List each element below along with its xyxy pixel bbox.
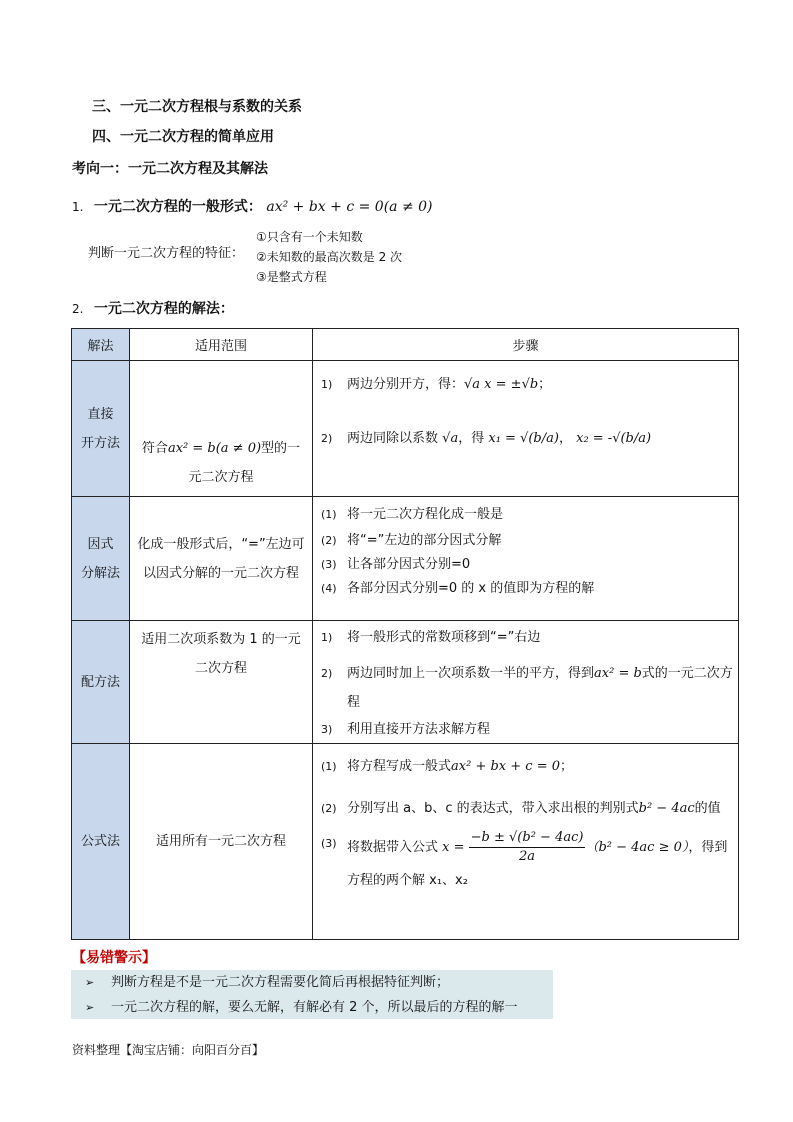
step-number: 2) — [321, 432, 333, 445]
step-item — [313, 554, 738, 576]
formula-lhs: x = — [442, 840, 465, 855]
scope-formula: ax² = b(a ≠ 0) — [167, 441, 262, 456]
step-number: (1) — [321, 508, 337, 521]
method-cell — [72, 744, 130, 940]
steps-cell — [313, 744, 739, 940]
features-list — [256, 227, 402, 287]
step-text: 两边分别开方，得： — [347, 377, 465, 392]
header-steps: 步骤 — [313, 329, 739, 361]
warning-item — [71, 970, 553, 995]
scope-cell — [130, 497, 313, 621]
method-name: 开方法 — [80, 435, 120, 451]
general-form-title: 一元二次方程的一般形式： — [93, 199, 262, 215]
warning-item — [71, 995, 553, 1020]
quadratic-formula-fraction — [469, 829, 586, 866]
feature-item: ①只含有一个未知数 — [256, 230, 363, 244]
step-item — [313, 502, 738, 528]
step-formula: ax² = b — [594, 666, 642, 681]
header-scope: 适用范围 — [130, 329, 313, 361]
step-text: 两边同时加上一次项系数一半的平方，得到 — [347, 666, 595, 681]
formula-numerator: −b ± √(b² − 4ac) — [469, 829, 586, 848]
step-number: 1) — [321, 631, 333, 644]
direction-1-heading: 考向一：一元二次方程及其解法 — [72, 161, 268, 177]
step-item — [313, 659, 738, 717]
step-text: 将数据带入公式 — [347, 840, 439, 855]
step-formula: b² − 4ac — [638, 801, 695, 816]
warning-text: 一元二次方程的解，要么无解，有解必有 2 个，所以最后的方程的解一 — [111, 1000, 518, 1015]
features-label: 判断一元二次方程的特征： — [88, 246, 245, 261]
step-formula: ax² + bx + c = 0 — [451, 759, 560, 774]
step-text: 将方程写成一般式 — [347, 759, 452, 774]
table-header-row — [72, 329, 739, 361]
scope-text: 型的一元二次方程 — [188, 441, 301, 485]
step-text: ， — [558, 431, 572, 446]
step-text: 将“=”左边的部分因式分解 — [347, 533, 502, 548]
step-number: (1) — [321, 760, 337, 773]
step-text: 分别写出 a、b、c 的表达式，带入求出根的判别式 — [347, 801, 639, 816]
step-text: 将一元二次方程化成一般是 — [347, 507, 504, 522]
step-number: (4) — [321, 582, 337, 595]
methods-table — [71, 328, 739, 940]
arrow-bullet-icon: ➢ — [85, 1001, 95, 1014]
step-number: 1) — [321, 378, 333, 391]
step-text: ，得 — [458, 431, 485, 446]
step-item — [313, 371, 738, 399]
section-3-heading: 三、一元二次方程根与系数的关系 — [92, 99, 302, 115]
step-text: 各部分因式分别=0 的 x 的值即为方程的解 — [347, 581, 595, 596]
method-name: 分解法 — [80, 565, 120, 581]
step-item — [313, 794, 738, 823]
method-cell — [72, 497, 130, 621]
item-number: 1. — [72, 200, 84, 214]
scope-cell — [130, 361, 313, 497]
method-name: 因式 — [87, 536, 114, 552]
step-number: 2) — [321, 667, 333, 680]
formula-denominator: 2a — [519, 849, 536, 864]
root-x2-formula: x₂ = -√(b/a) — [576, 431, 652, 446]
general-form-formula: ax² + bx + c = 0(a ≠ 0) — [266, 199, 433, 215]
steps-cell — [313, 621, 739, 744]
table-row — [72, 621, 739, 744]
method-cell — [72, 621, 130, 744]
scope-text: 符合 — [141, 441, 168, 456]
table-row — [72, 744, 739, 940]
step-text: 让各部分因式分别=0 — [347, 557, 471, 572]
method-name: 公式法 — [80, 834, 120, 849]
table-row — [72, 361, 739, 497]
formula-condition: （b² − 4ac ≥ 0） — [585, 840, 689, 855]
step-item — [313, 717, 738, 743]
warning-title: 【易错警示】 — [72, 950, 156, 966]
step-formula: √a x = ±√b — [464, 377, 539, 392]
step-text: 利用直接开方法求解方程 — [347, 722, 491, 737]
table-row — [72, 497, 739, 621]
warning-box — [71, 970, 553, 1019]
methods-title: 一元二次方程的解法： — [93, 301, 234, 317]
step-number: (2) — [321, 802, 337, 815]
method-name: 直接 — [87, 406, 114, 422]
step-text: ； — [560, 759, 574, 774]
page-footer: 资料整理【淘宝店铺：向阳百分百】 — [72, 1043, 265, 1057]
step-item — [313, 576, 738, 602]
steps-cell — [313, 361, 739, 497]
scope-cell — [130, 744, 313, 940]
header-method: 解法 — [72, 329, 130, 361]
step-number: (2) — [321, 534, 337, 547]
general-form-line — [72, 196, 433, 216]
method-name: 配方法 — [80, 674, 120, 690]
step-text: ，得到方程的两个解 x₁、x₂ — [347, 840, 728, 888]
step-number: 3) — [321, 723, 333, 736]
steps-cell — [313, 497, 739, 621]
root-x1-formula: x₁ = √(b/a) — [488, 431, 559, 446]
arrow-bullet-icon: ➢ — [85, 976, 95, 989]
scope-text: 化成一般形式后，“=”左边可以因式分解的一元二次方程 — [137, 536, 305, 581]
step-text: 的值 — [694, 801, 721, 816]
step-number: (3) — [321, 837, 337, 850]
step-formula: √a — [442, 431, 459, 446]
step-item — [313, 425, 738, 453]
scope-cell — [130, 621, 313, 744]
methods-title-line — [72, 298, 234, 318]
item-number: 2. — [72, 302, 84, 316]
step-item — [313, 829, 738, 895]
step-number: (3) — [321, 558, 337, 571]
method-cell — [72, 361, 130, 497]
step-text: 式的一元二次方程 — [347, 666, 733, 710]
step-item — [313, 528, 738, 554]
scope-text: 适用二次项系数为 1 的一元二次方程 — [141, 632, 301, 676]
step-item — [313, 625, 738, 651]
feature-item: ③是整式方程 — [256, 270, 327, 284]
step-item — [313, 754, 738, 780]
step-text: ； — [538, 377, 552, 392]
warning-text: 判断方程是不是一元二次方程需要化简后再根据特征判断； — [111, 975, 450, 990]
section-4-heading: 四、一元二次方程的简单应用 — [92, 129, 274, 145]
step-text: 两边同除以系数 — [347, 431, 439, 446]
feature-item: ②未知数的最高次数是 2 次 — [256, 250, 403, 264]
step-text: 将一般形式的常数项移到“=”右边 — [347, 630, 541, 645]
scope-text: 适用所有一元二次方程 — [155, 834, 286, 849]
